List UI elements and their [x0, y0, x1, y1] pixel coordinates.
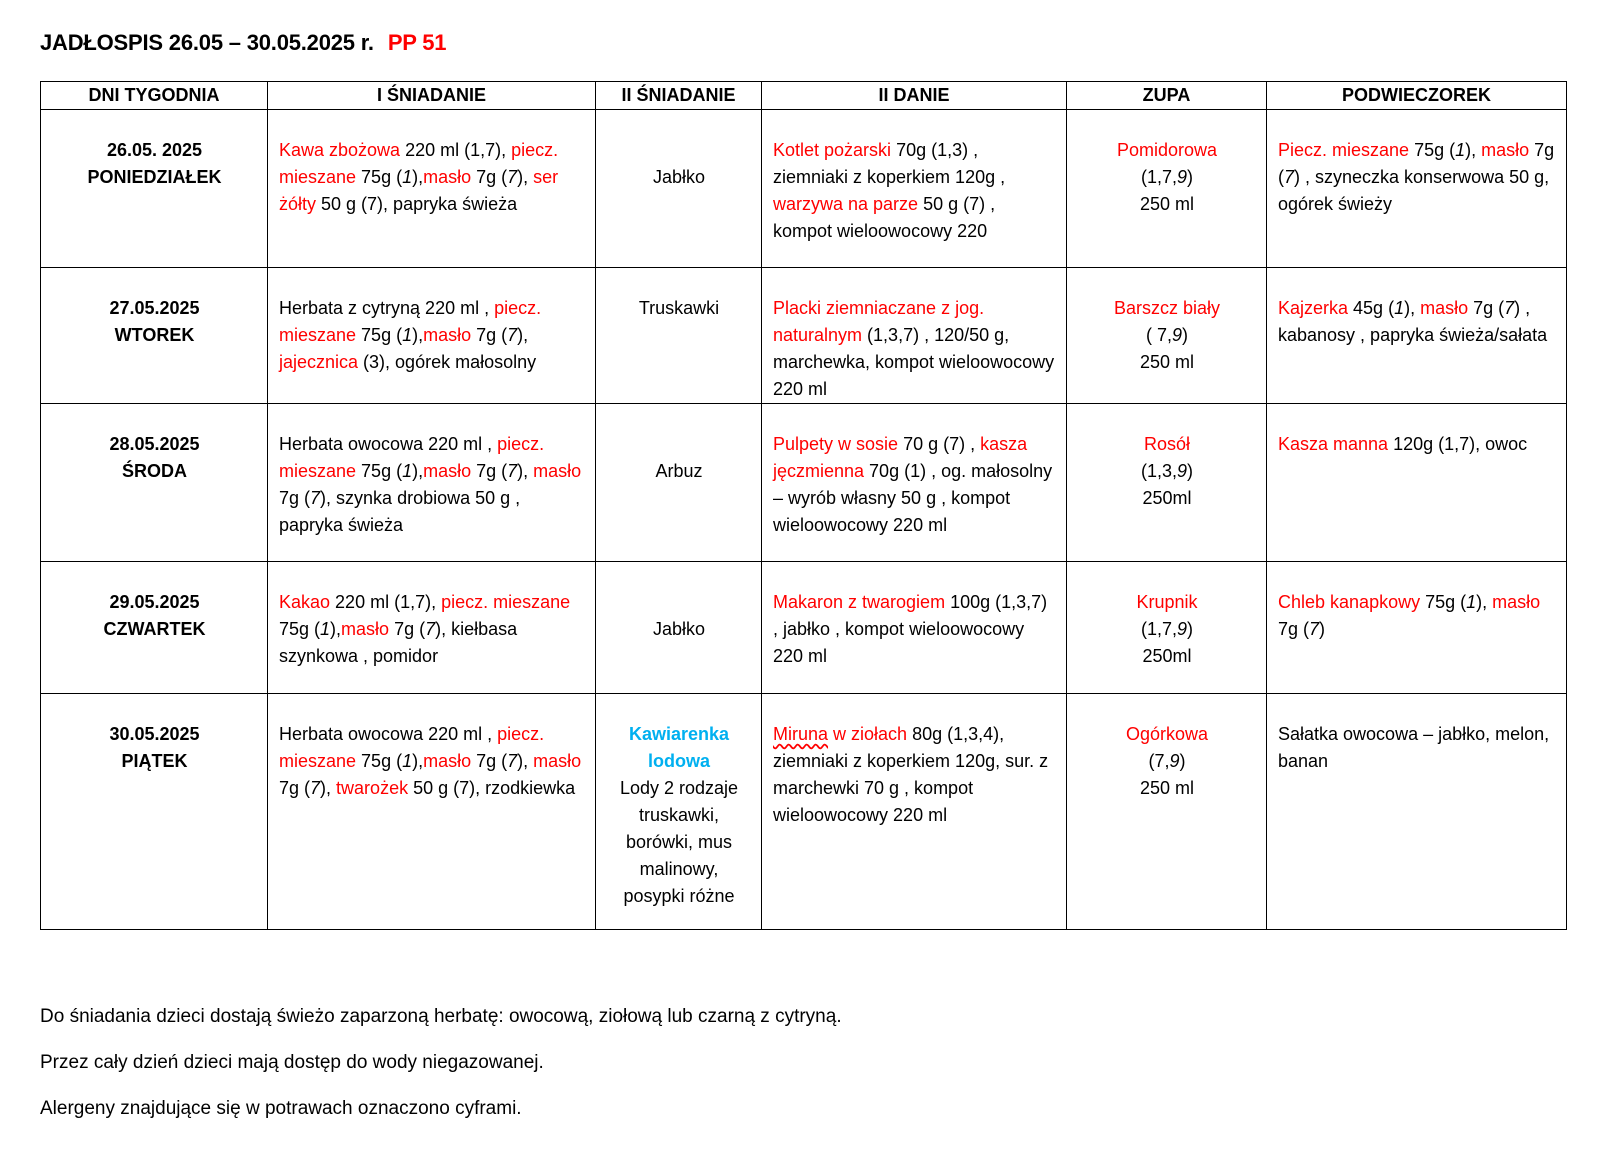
dish-text: ), — [412, 325, 424, 345]
note-tea: Do śniadania dzieci dostają świeżo zaparzoną herbatę: owocową, ziołową lub czarną z cytryną. — [40, 1006, 842, 1027]
allergen: 7 — [1284, 167, 1295, 187]
dish-text: 75g ( — [356, 461, 403, 481]
title-code: PP 51 — [387, 30, 447, 55]
dish-text: 7g ( — [1278, 619, 1310, 639]
dish-highlight: Miruna — [773, 724, 829, 744]
soup-name: Rosół — [1143, 434, 1191, 454]
soup-size: 250ml — [1142, 488, 1192, 508]
table-row — [41, 562, 1567, 694]
dish-text: ), — [412, 461, 424, 481]
dish-highlight: masło — [423, 167, 472, 187]
header-breakfast1: I ŚNIADANIE — [268, 82, 596, 110]
day-date: 27.05.2025 — [109, 298, 200, 318]
day-date: 30.05.2025 — [109, 724, 200, 744]
dish-text: Herbata owocowa 220 ml , — [279, 724, 498, 744]
header-snack: PODWIECZOREK — [1267, 82, 1567, 110]
allergen: 1 — [1466, 592, 1477, 612]
snack-cell — [1267, 110, 1567, 268]
table-row — [41, 268, 1567, 404]
dish-highlight: jajecznica — [279, 352, 359, 372]
dish-text: 7g ( — [279, 778, 311, 798]
snack-cell — [1267, 268, 1567, 404]
day-cell — [41, 562, 268, 694]
dish-text: Truskawki — [638, 298, 720, 318]
dish-text: ) — [1187, 461, 1194, 481]
dish-text: Herbata z cytryną 220 ml , — [279, 298, 495, 318]
dish-text: (1,3,7) , 120/50 g, marchewka, kompot wieloowocowy 220 ml — [773, 325, 1055, 399]
breakfast2-cell — [596, 268, 762, 404]
soup-cell — [1067, 562, 1267, 694]
dish-text: ) — [1187, 167, 1194, 187]
dish-text: 50 g (7) , kompot wieloowocowy 220 — [773, 194, 996, 241]
dish-text: ), — [412, 167, 424, 187]
dish-highlight: Makaron z twarogiem — [773, 592, 946, 612]
note-allergens: Alergeny znajdujące się w potrawach oznaczono cyframi. — [40, 1098, 522, 1119]
dish-text: Herbata owocowa 220 ml , — [279, 434, 498, 454]
dish-text: (3), ogórek małosolny — [358, 352, 537, 372]
breakfast1-cell — [268, 404, 596, 562]
snack-cell — [1267, 694, 1567, 930]
dish-text: Lody 2 rodzaje truskawki, borówki, mus malinowy, posypki różne — [619, 778, 739, 906]
dish-text: ) , kabanosy , papryka świeża/sałata — [1278, 298, 1548, 345]
day-cell — [41, 694, 268, 930]
main-cell — [762, 268, 1067, 404]
allergen: 1 — [320, 619, 331, 639]
dish-text: 7g ( — [471, 167, 508, 187]
breakfast1-cell — [268, 562, 596, 694]
dish-text: 80g (1,3,4), ziemniaki z koperkiem 120g, sur. z marchewki 70 g , kompot wieloowocowy 220 ml — [773, 724, 1049, 825]
dish-text: 220 ml (1,7), — [400, 140, 512, 160]
dish-highlight: masło — [423, 461, 472, 481]
dish-text: 7g ( — [471, 325, 508, 345]
dish-highlight: Kasza manna — [1278, 434, 1389, 454]
day-weekday: WTOREK — [114, 325, 195, 345]
dish-text: 75g ( — [356, 325, 403, 345]
day-date: 29.05.2025 — [109, 592, 200, 612]
allergen: 7 — [425, 619, 436, 639]
header-days: DNI TYGODNIA — [41, 82, 268, 110]
dish-highlight: piecz. mieszane — [279, 298, 542, 345]
page-title — [40, 30, 446, 56]
notes — [40, 1003, 842, 1141]
day-cell — [41, 404, 268, 562]
dish-text: 7g ( — [1468, 298, 1505, 318]
allergen: 1 — [1455, 140, 1466, 160]
dish-text: ), — [1476, 592, 1493, 612]
allergen: 1 — [402, 461, 413, 481]
dish-text: ) — [1179, 751, 1186, 771]
dish-highlight: masło — [533, 751, 582, 771]
cafe-title: Kawiarenka lodowa — [628, 724, 730, 771]
dish-highlight: masło — [1420, 298, 1469, 318]
breakfast2-cell — [596, 110, 762, 268]
allergen: 1 — [402, 167, 413, 187]
dish-highlight: twarożek — [336, 778, 409, 798]
dish-highlight: piecz. mieszane — [279, 140, 559, 187]
breakfast1-cell — [268, 268, 596, 404]
table-row — [41, 110, 1567, 268]
soup-name: Pomidorowa — [1116, 140, 1218, 160]
main-cell — [762, 694, 1067, 930]
dish-text: 75g ( — [279, 619, 321, 639]
dish-text: 75g ( — [1409, 140, 1456, 160]
dish-highlight: piecz. mieszane — [279, 724, 545, 771]
dish-text: ), — [1404, 298, 1421, 318]
dish-highlight: kasza jęczmienna — [773, 434, 1028, 481]
soup-size: 250 ml — [1139, 778, 1195, 798]
dish-text: 75g ( — [356, 751, 403, 771]
header-breakfast2: II ŚNIADANIE — [596, 82, 762, 110]
snack-cell — [1267, 404, 1567, 562]
allergen: 9 — [1169, 751, 1180, 771]
soup-size: 250ml — [1142, 646, 1192, 666]
dish-text: 70g (1) , og. małosolny – wyrób własny 50 g , kompot wieloowocowy 220 ml — [773, 461, 1053, 535]
dish-highlight: ser żółty — [279, 167, 559, 214]
day-cell — [41, 268, 268, 404]
dish-highlight: masło — [341, 619, 390, 639]
dish-text: 70g (1,3) , ziemniaki z koperkiem 120g , — [773, 140, 1006, 187]
allergen: 7 — [1309, 619, 1320, 639]
dish-text: ) — [1182, 325, 1189, 345]
dish-highlight: masło — [1481, 140, 1530, 160]
day-weekday: ŚRODA — [121, 461, 187, 481]
soup-cell — [1067, 404, 1267, 562]
breakfast2-cell — [596, 694, 762, 930]
dish-highlight: Pulpety w sosie — [773, 434, 899, 454]
dish-text: 7g ( — [389, 619, 426, 639]
allergen: 7 — [507, 751, 518, 771]
dish-text: 50 g (7), papryka świeża — [316, 194, 518, 214]
allergen: 9 — [1177, 167, 1188, 187]
soup-cell — [1067, 694, 1267, 930]
header-main: II DANIE — [762, 82, 1067, 110]
main-cell — [762, 562, 1067, 694]
dish-text: ), — [517, 325, 529, 345]
table-row — [41, 694, 1567, 930]
dish-highlight: Kakao — [279, 592, 331, 612]
dish-text: 75g ( — [1420, 592, 1467, 612]
dish-text: ), — [320, 778, 337, 798]
table-row — [41, 404, 1567, 562]
dish-text: 7g ( — [279, 488, 311, 508]
allergen: 1 — [402, 751, 413, 771]
soup-name: Krupnik — [1136, 592, 1198, 612]
day-date: 26.05. 2025 — [106, 140, 203, 160]
dish-text: 220 ml (1,7), — [330, 592, 442, 612]
dish-highlight: masło — [423, 751, 472, 771]
day-weekday: CZWARTEK — [103, 619, 206, 639]
day-weekday: PIĄTEK — [121, 751, 188, 771]
allergen: 9 — [1177, 619, 1188, 639]
dish-text: (7, — [1148, 751, 1170, 771]
main-cell — [762, 110, 1067, 268]
dish-text: ), — [330, 619, 342, 639]
breakfast2-cell — [596, 404, 762, 562]
allergen: 7 — [507, 167, 518, 187]
dish-highlight: Kawa zbożowa — [279, 140, 401, 160]
dish-highlight: Piecz. mieszane — [1278, 140, 1410, 160]
dish-text: 7g ( — [471, 751, 508, 771]
dish-text: Arbuz — [655, 461, 703, 481]
dish-highlight: piecz. mieszane — [441, 592, 571, 612]
allergen: 1 — [1394, 298, 1405, 318]
dish-text: Jabłko — [652, 167, 706, 187]
soup-name: Barszcz biały — [1113, 298, 1221, 318]
dish-text: 45g ( — [1348, 298, 1395, 318]
menu-table — [40, 81, 1567, 930]
dish-text: 50 g (7), rzodkiewka — [408, 778, 576, 798]
dish-text: ), — [1465, 140, 1482, 160]
soup-size: 250 ml — [1139, 194, 1195, 214]
allergen: 7 — [310, 488, 321, 508]
dish-text: ) — [1187, 619, 1194, 639]
breakfast1-cell — [268, 694, 596, 930]
dish-text: ), szynka drobiowa 50 g , papryka świeża — [279, 488, 521, 535]
main-cell — [762, 404, 1067, 562]
dish-highlight: masło — [423, 325, 472, 345]
dish-text: 7g ( — [1278, 140, 1555, 187]
breakfast2-cell — [596, 562, 762, 694]
dish-text: ) , szyneczka konserwowa 50 g, ogórek świeży — [1278, 167, 1550, 214]
dish-text: ( 7, — [1145, 325, 1172, 345]
soup-cell — [1067, 268, 1267, 404]
dish-text: 100g (1,3,7) , jabłko , kompot wieloowocowy 220 ml — [773, 592, 1048, 666]
dish-text: (1,7, — [1140, 167, 1177, 187]
day-date: 28.05.2025 — [109, 434, 200, 454]
breakfast1-cell — [268, 110, 596, 268]
dish-text: ), — [517, 167, 534, 187]
dish-text: ), kiełbasa szynkowa , pomidor — [279, 619, 518, 666]
dish-text: 7g ( — [471, 461, 508, 481]
dish-highlight: Chleb kanapkowy — [1278, 592, 1421, 612]
dish-text: (1,3, — [1140, 461, 1177, 481]
day-cell — [41, 110, 268, 268]
allergen: 7 — [1504, 298, 1515, 318]
dish-text: 70 g (7) , — [898, 434, 981, 454]
title-text: JADŁOSPIS 26.05 – 30.05.2025 r. — [40, 30, 374, 55]
dish-text: ), — [517, 461, 534, 481]
header-soup: ZUPA — [1067, 82, 1267, 110]
dish-highlight: Placki ziemniaczane z jog. naturalnym — [773, 298, 985, 345]
dish-text: 120g (1,7), owoc — [1388, 434, 1528, 454]
allergen: 7 — [507, 461, 518, 481]
dish-highlight: masło — [1492, 592, 1541, 612]
allergen: 9 — [1177, 461, 1188, 481]
note-water: Przez cały dzień dzieci mają dostęp do wody niegazowanej. — [40, 1052, 544, 1073]
dish-text: Sałatka owocowa – jabłko, melon, banan — [1278, 724, 1550, 771]
allergen: 7 — [507, 325, 518, 345]
allergen: 9 — [1172, 325, 1183, 345]
snack-cell — [1267, 562, 1567, 694]
dish-text: ), — [517, 751, 534, 771]
soup-size: 250 ml — [1139, 352, 1195, 372]
allergen: 1 — [402, 325, 413, 345]
dish-highlight: masło — [533, 461, 582, 481]
dish-highlight: warzywa na parze — [773, 194, 919, 214]
dish-text: 75g ( — [356, 167, 403, 187]
dish-text: ), — [412, 751, 424, 771]
day-weekday: PONIEDZIAŁEK — [87, 167, 222, 187]
dish-text: ) — [1319, 619, 1326, 639]
allergen: 7 — [310, 778, 321, 798]
dish-highlight: Kotlet pożarski — [773, 140, 892, 160]
dish-text: (1,7, — [1140, 619, 1177, 639]
soup-name: Ogórkowa — [1125, 724, 1209, 744]
dish-highlight: Kajzerka — [1278, 298, 1349, 318]
header-row — [41, 82, 1567, 110]
soup-cell — [1067, 110, 1267, 268]
dish-text: Jabłko — [652, 619, 706, 639]
dish-highlight: w ziołach — [828, 724, 908, 744]
dish-highlight: piecz. mieszane — [279, 434, 545, 481]
